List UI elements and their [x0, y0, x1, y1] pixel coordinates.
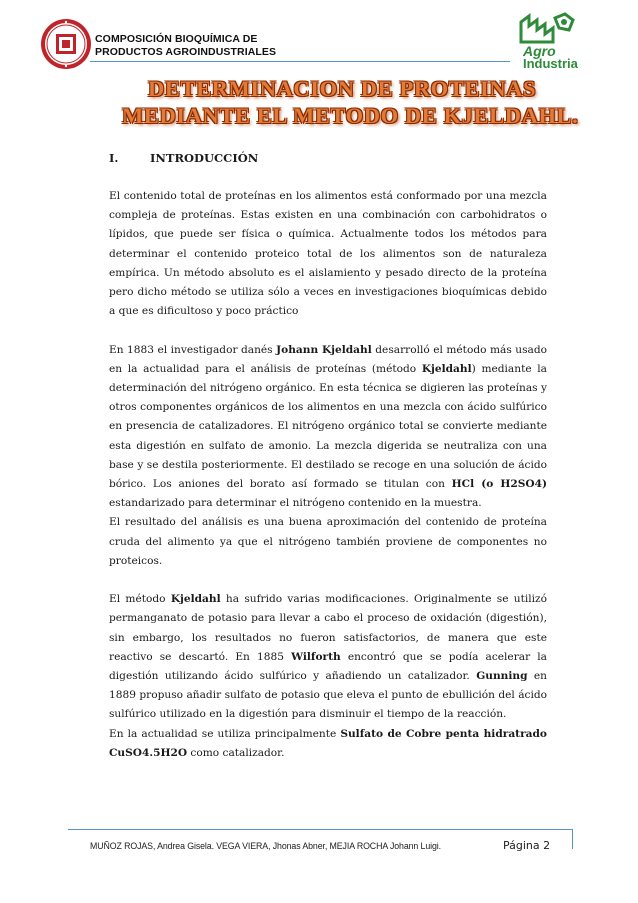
paragraph-2: [109, 341, 547, 514]
section-title: INTRODUCCIÓN: [150, 151, 259, 165]
agro-logo-text1: Agro: [523, 43, 556, 59]
footer-rule: [68, 829, 572, 830]
header-title: [95, 33, 276, 59]
p2-bold-kjeldahl: Kjeldahl: [421, 362, 472, 375]
p2-text-g: estandarizado para determinar el nitrógeno contenido en la muestra.: [109, 497, 482, 510]
p5-text-a: En la actualidad se utiliza principalmente: [109, 727, 341, 740]
header-rule: [90, 61, 510, 62]
footer-authors: MUÑOZ ROJAS, Andrea Gisela. VEGA VIERA, Jhonas Abner, MEJIA ROCHA Johann Luigi.: [90, 841, 441, 851]
p4-text-e: encontró que se podía acelerar la digestión utilizando ácido sulfúrico y añadiendo un catalizador.: [109, 650, 547, 683]
paragraph-1: El contenido total de proteínas en los alimentos está conformado por una mezcla compleja de proteínas. Estas existen en una combinación con carbohidratos o lípidos, que puede ser física o química. Actualmente todos los métodos para determinar el contenido proteico total de los alimentos son de naturaleza empírica. Un método absoluto es el aislamiento y pesado directo de la proteína pero dicho método se utiliza sólo a veces en investigaciones bioquímicas debido a que es dificultoso y poco práctico: [109, 190, 547, 318]
p5-bold-catalyst: Sulfato de Cobre penta hidratrado CuSO4.5H2O: [109, 727, 547, 759]
p2-text-a: En 1883 el investigador danés: [109, 343, 277, 356]
p2-bold-kjeldahl-name: Johann Kjeldahl: [276, 343, 372, 356]
university-seal-icon: [40, 18, 92, 70]
paragraph-3: El resultado del análisis es una buena aproximación del contenido de proteína cruda del alimento ya que el nitrógeno también proviene de componentes no proteicos.: [109, 516, 547, 567]
p5-text-c: como catalizador.: [187, 746, 285, 759]
banner-line1: DETERMINACION DE PROTEINAS: [148, 76, 537, 101]
header-title-line2: PRODUCTOS AGROINDUSTRIALES: [95, 46, 277, 58]
page-header: [0, 0, 638, 80]
page-number: Página 2: [503, 839, 551, 852]
paragraph-4: [109, 590, 547, 724]
header-title-line1: COMPOSICIÓN BIOQUÍMICA DE: [95, 33, 258, 45]
p4-text-c: ha sufrido varias modificaciones. Originalmente se utilizó permanganato de potasio para llevar a cabo el proceso de oxidación (digestión), sin embargo, los resultados no fueron satisfactorios, de manera que este reactivo se descartó. En 1885: [109, 593, 547, 663]
p2-text-e: ) mediante la determinación del nitrógeno orgánico. En esta técnica se digieren las proteínas y otros componentes orgánicos de los alimentos en una mezcla con ácido sulfúrico en presencia de catalizadores. El nitrógeno orgánico total se convierte mediante esta digestión en sulfato de amonio. La mezcla digerida se neutraliza con una base y se destila posteriormente. El destilado se recoge en una solución de ácido bórico. Los aniones del borato así formado se titulan con: [109, 362, 547, 491]
banner-line2: MEDIANTE EL METODO DE KJELDAHL.: [122, 103, 579, 128]
section-number: I.: [109, 151, 119, 165]
agroindustria-logo-icon: [507, 12, 587, 72]
p4-bold-kjeldahl: Kjeldahl: [170, 593, 221, 606]
p2-bold-hcl: HCl (o H2SO4): [451, 478, 548, 491]
p4-text-a: El método: [109, 593, 171, 606]
p4-bold-wilforth: Wilforth: [291, 650, 341, 663]
body-text: [109, 187, 547, 782]
p4-bold-gunning: Gunning: [476, 670, 528, 683]
p2-text-c: desarrolló el método más usado en la actualidad para el análisis de proteínas (método: [109, 343, 547, 375]
p4-text-g: en 1889 propuso añadir sulfato de potasio que eleva el punto de ebullición del ácido sulfúrico utilizado en la digestión para disminuir el tiempo de la reacción.: [109, 670, 547, 721]
paragraph-5: [109, 725, 547, 763]
agro-logo-text2: Industria: [523, 56, 578, 71]
footer-page-box: [572, 829, 638, 849]
